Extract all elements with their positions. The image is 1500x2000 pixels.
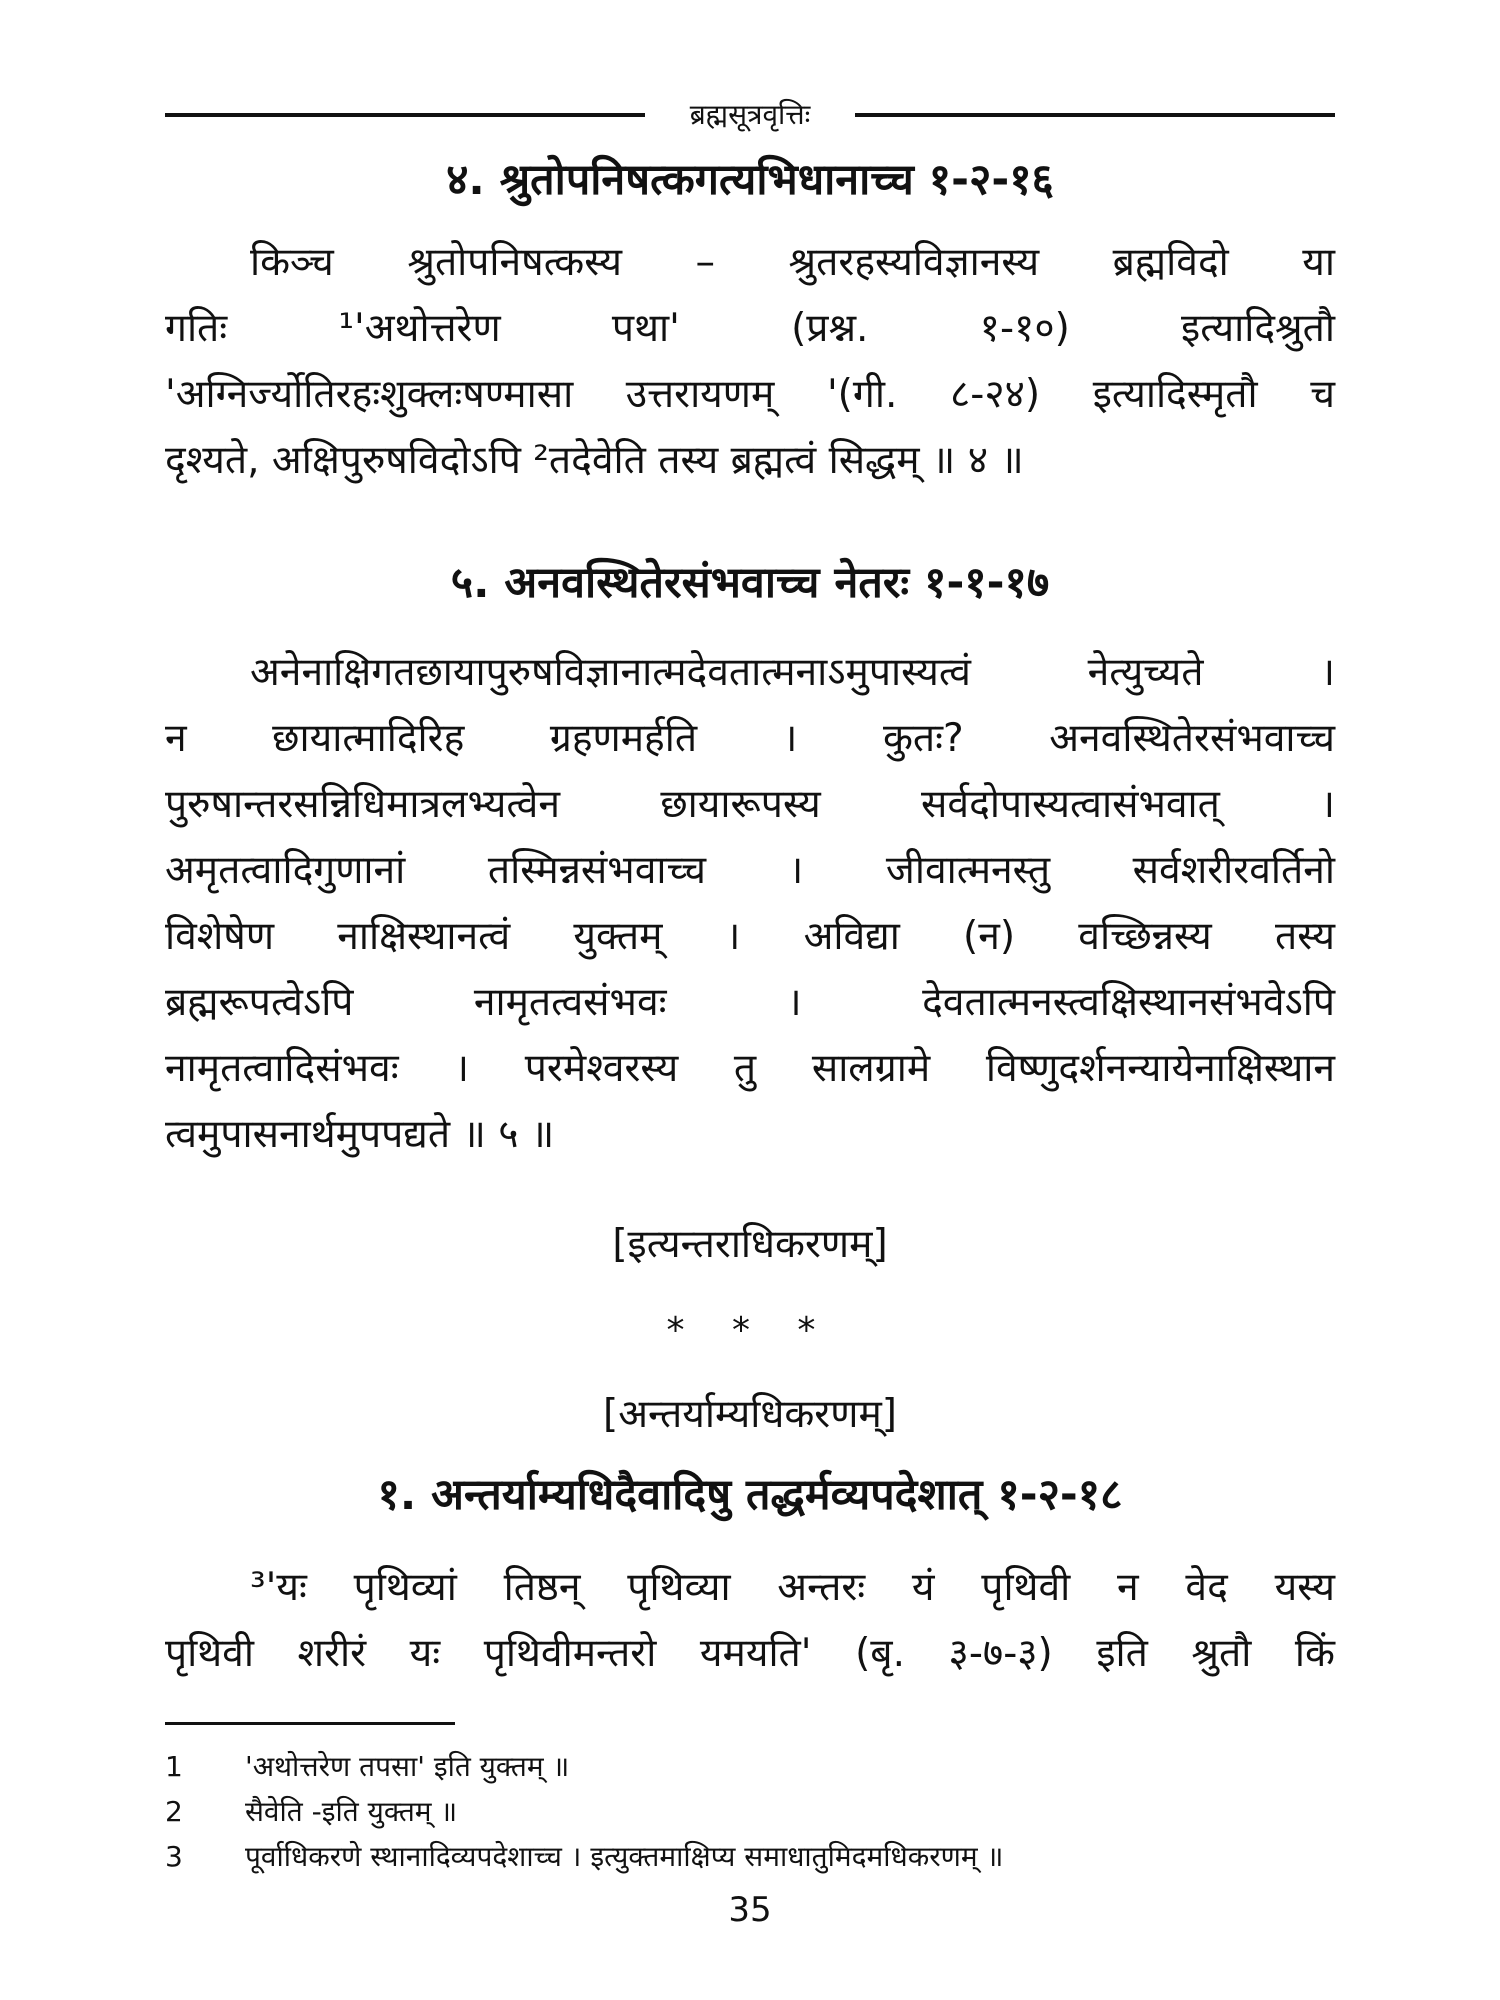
sutra-heading: ५. अनवस्थितेरसंभवाच्च नेतरः १-१-१७ xyxy=(450,558,1050,608)
text-line: ³'यः पृथिव्यां तिष्ठन् पृथिव्या अन्तरः यं पृथिवी न वेद यस्य xyxy=(250,1565,1335,1610)
text-line: अमृतत्वादिगुणानां तस्मिन्नसंभवाच्च । जीवात्मनस्तु सर्वशरीरवर्तिनो xyxy=(165,848,1335,893)
text-line: पृथिवी शरीरं यः पृथिवीमन्तरो यमयति' (बृ. ३-७-३) इति श्रुतौ किं xyxy=(165,1631,1335,1676)
text-line: नामृतत्वादिसंभवः । परमेश्वरस्य तु सालग्रामे विष्णुदर्शनन्यायेनाक्षिस्थान xyxy=(165,1046,1335,1091)
footnote-text: सैवेति -इति युक्तम् ॥ xyxy=(245,1795,458,1828)
text-line: 'अग्निर्ज्योतिरहःशुक्लःषण्मासा उत्तरायणम् '(गी. ८-२४) इत्यादिस्मृतौ च xyxy=(165,372,1335,417)
footnote-text: 'अथोत्तरेण तपसा' इति युक्तम् ॥ xyxy=(245,1750,570,1783)
text-line: त्वमुपासनार्थमुपपद्यते ॥ ५ ॥ xyxy=(165,1112,555,1157)
page-number: 35 xyxy=(728,1890,772,1930)
text-line: अनेनाक्षिगतछायापुरुषविज्ञानात्मदेवतात्मनाऽमुपास्यत्वं नेत्युच्यते । xyxy=(250,650,1335,695)
sutra-commentary-paragraph xyxy=(165,230,1335,494)
footnote-number: 3 xyxy=(165,1840,183,1873)
footnote xyxy=(165,1790,1335,1834)
footnote-number: 1 xyxy=(165,1750,183,1783)
text-line: विशेषेण नाक्षिस्थानत्वं युक्तम् । अविद्या (न) वच्छिन्नस्य तस्य xyxy=(165,914,1335,959)
footnote-number: 2 xyxy=(165,1795,183,1828)
sutra-commentary-paragraph xyxy=(165,1555,1335,1687)
footnote xyxy=(165,1835,1335,1879)
header-rule-left xyxy=(165,113,645,117)
sutra-heading: १. अन्तर्याम्यधिदैवादिषु तद्धर्मव्यपदेशात् १-२-१८ xyxy=(377,1470,1123,1520)
text-line: ब्रह्मरूपत्वेऽपि नामृतत्वसंभवः । देवतात्मनस्त्वक्षिस्थानसंभवेऽपि xyxy=(165,980,1335,1025)
text-line: गतिः ¹'अथोत्तरेण पथा' (प्रश्न. १-१०) इत्यादिश्रुतौ xyxy=(165,306,1335,351)
adhikarana-end-label: [इत्यन्तराधिकरणम्] xyxy=(612,1222,888,1267)
running-title: ब्रह्मसूत्रवृत्तिः xyxy=(689,98,811,131)
running-header xyxy=(165,95,1335,135)
text-line: पुरुषान्तरसन्निधिमात्रलभ्यत्वेन छायारूपस्य सर्वदोपास्यत्वासंभवात् । xyxy=(165,782,1335,827)
sutra-commentary-paragraph xyxy=(165,640,1335,1168)
text-line: किञ्च श्रुतोपनिषत्कस्य – श्रुतरहस्यविज्ञानस्य ब्रह्मविदो या xyxy=(250,240,1335,285)
section-separator: * * * xyxy=(666,1310,834,1351)
footnote-rule xyxy=(165,1722,455,1725)
footnote xyxy=(165,1745,1335,1789)
sutra-heading: ४. श्रुतोपनिषत्कगत्यभिधानाच्च १-२-१६ xyxy=(446,155,1054,205)
header-rule-right xyxy=(855,113,1335,117)
text-line: दृश्यते, अक्षिपुरुषविदोऽपि ²तदेवेति तस्य ब्रह्मत्वं सिद्धम् ॥ ४ ॥ xyxy=(165,438,1024,483)
footnote-text: पूर्वाधिकरणे स्थानादिव्यपदेशाच्च । इत्युक्तमाक्षिप्य समाधातुमिदमधिकरणम् ॥ xyxy=(245,1840,1004,1873)
text-line: न छायात्मादिरिह ग्रहणमर्हति । कुतः? अनवस्थितेरसंभवाच्च xyxy=(165,716,1335,761)
adhikarana-start-label: [अन्तर्याम्यधिकरणम्] xyxy=(603,1392,897,1437)
